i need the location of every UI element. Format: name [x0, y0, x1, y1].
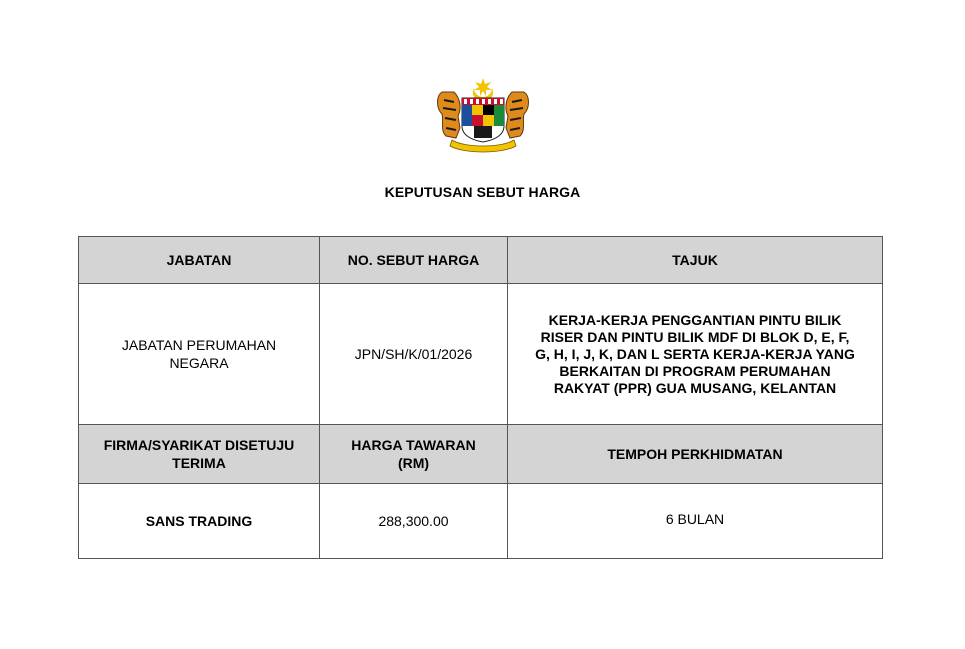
header-firma: FIRMA/SYARIKAT DISETUJU TERIMA	[79, 425, 320, 484]
header-jabatan: JABATAN	[79, 237, 320, 284]
table-header-row	[79, 425, 883, 484]
header-no-sebut-harga: NO. SEBUT HARGA	[320, 237, 508, 284]
coat-of-arms-icon	[434, 78, 532, 154]
header-tempoh: TEMPOH PERKHIDMATAN	[508, 425, 883, 484]
table-header-row	[79, 237, 883, 284]
cell-tajuk: KERJA-KERJA PENGGANTIAN PINTU BILIK RISER DAN PINTU BILIK MDF DI BLOK D, E, F, G, H, I, J, K, DAN L SERTA KERJA-KERJA YANG BERKAITAN DI PROGRAM PERUMAHAN RAKYAT (PPR) GUA MUSANG, KELANTAN	[508, 284, 883, 425]
document-title: KEPUTUSAN SEBUT HARGA	[384, 184, 581, 200]
cell-tempoh: 6 BULAN	[508, 484, 883, 559]
cell-jabatan: JABATAN PERUMAHAN NEGARA	[79, 284, 320, 425]
tender-result-table	[78, 236, 883, 559]
table-row	[79, 284, 883, 425]
cell-no-sebut-harga: JPN/SH/K/01/2026	[320, 284, 508, 425]
cell-firma: SANS TRADING	[79, 484, 320, 559]
header-harga-tawaran: HARGA TAWARAN (RM)	[320, 425, 508, 484]
header-tajuk: TAJUK	[508, 237, 883, 284]
cell-harga: 288,300.00	[320, 484, 508, 559]
table-row	[79, 484, 883, 559]
